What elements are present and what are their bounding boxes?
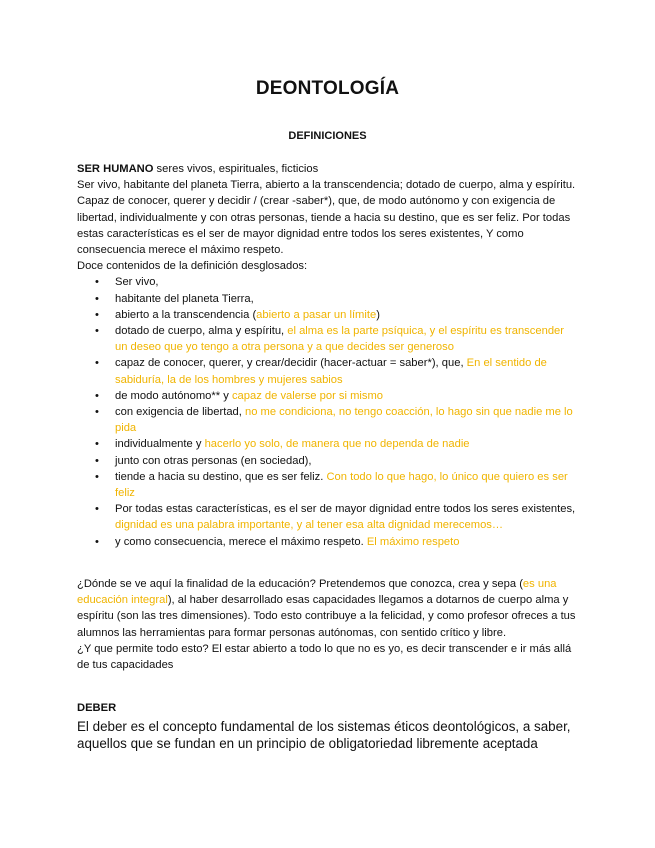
bullet-icon: • (95, 357, 99, 370)
annotation: abierto a pasar un límite (256, 308, 377, 321)
document-subtitle: DEFINICIONES (288, 130, 367, 142)
annotation: es una educación integral (77, 578, 557, 607)
bullet-icon: • (95, 389, 99, 402)
annotation: capaz de valerse por si mismo (231, 389, 384, 402)
bullet-icon: • (95, 406, 99, 419)
bullet-icon: • (95, 276, 99, 289)
annotation: no me condiciona, no tengo coacción, lo hago sin que nadie me lo pida (115, 406, 573, 435)
list-item: • Por todas estas características, es el ser de mayor dignidad entre todos los seres existentes, dignidad es una palabra importante, y al tener esa alta dignidad merecemos… (95, 503, 576, 532)
bullet-icon: • (95, 503, 99, 516)
list-item: • individualmente y hacerlo yo solo, de manera que no dependa de nadie (77, 436, 577, 452)
deber-text: El deber es el concepto fundamental de los sistemas éticos deontológicos, a saber, aquellos que se fundan en un principio de obligatoriedad libremente aceptada (77, 719, 571, 752)
list-item: • capaz de conocer, querer, y crear/decidir (hacer-actuar = saber*), que, En el sentido de sabiduría, la de los hombres y mujeres sabios (95, 357, 547, 386)
bullet-icon: • (95, 535, 99, 548)
list-item: • junto con otras personas (en sociedad), (77, 453, 577, 469)
ser-humano-definition: Ser vivo, habitante del planeta Tierra, abierto a la transcendencia; dotado de cuerpo, alma y espíritu. Capaz de conocer, querer y decidir / (crear -saber*), que, de modo autónomo y con exigencia de libertad, individualmente y con otras personas, tiende a hacia su destino, que es ser feliz. Por todas estas características es el ser de mayor dignidad entre todos los seres existentes, Y como consecuencia merece el máximo respeto. (77, 179, 576, 257)
list-item: • tiende a hacia su destino, que es ser feliz. Con todo lo que hago, lo único que quiero es ser feliz (95, 470, 568, 500)
ser-humano-heading: SER HUMANO (77, 163, 154, 175)
bullet-icon: • (95, 454, 99, 467)
bullet-icon: • (95, 470, 99, 483)
ser-humano-heading-line (77, 161, 577, 177)
finalidad-section (77, 576, 577, 673)
list-item: • dotado de cuerpo, alma y espíritu, el alma es la parte psíquica, y el espíritu es transcender un deseo que yo tengo a otra persona y a que decides ser generoso (95, 325, 564, 354)
definition-list (77, 274, 577, 549)
bullet-icon: • (95, 292, 99, 305)
list-item: • abierto a la transcendencia (abierto a pasar un límite) (77, 307, 577, 323)
list-intro: Doce contenidos de la definición desglosados: (77, 260, 308, 273)
list-item: • habitante del planeta Tierra, (77, 291, 577, 307)
annotation: el alma es la parte psíquica, y el espíritu es transcender un deseo que yo tengo a otra persona y a que decides ser generoso (115, 325, 564, 354)
annotation: hacerlo yo solo, de manera que no dependa de nadie (204, 438, 470, 451)
finalidad-paragraph: ¿Dónde se ve aquí la finalidad de la educación? Pretendemos que conozca, crea y sepa (es una educación integral), al haber desarrollado esas capacidades llegamos a dotarnos de cuerpo alma y espíritu (son las tres dimensiones). Todo esto contribuye a la felicidad, y como profesor ofreces a tus alumnos las herramientas para formar personas autónomas, con sentido crítico y libre. (77, 578, 576, 639)
bullet-icon: • (95, 308, 99, 321)
bullet-icon: • (95, 325, 99, 338)
list-item: • Ser vivo, (77, 274, 577, 290)
list-item: • de modo autónomo** y capaz de valerse por si mismo (77, 388, 577, 404)
list-item: • y como consecuencia, merece el máximo respeto. El máximo respeto (77, 534, 577, 550)
annotation: En el sentido de sabiduría, la de los hombres y mujeres sabios (115, 357, 547, 386)
annotation: dignidad es una palabra importante, y al tener esa alta dignidad merecemos… (115, 519, 504, 532)
list-item: • con exigencia de libertad, no me condiciona, no tengo coacción, lo hago sin que nadie me lo pida (95, 406, 573, 435)
deber-heading: DEBER (77, 702, 117, 714)
annotation: El máximo respeto (366, 535, 460, 548)
finalidad-question: ¿Y que permite todo esto? El estar abierto a todo lo que no es yo, es decir transcender e ir más allá de tus capacidades (77, 642, 572, 672)
document-title: DEONTOLOGÍA (255, 78, 400, 99)
bullet-icon: • (95, 438, 99, 451)
ser-humano-heading-rest: seres vivos, espirituales, ficticios (153, 163, 319, 175)
ser-humano-section (77, 161, 577, 550)
annotation: Con todo lo que hago, lo único que quiero es ser feliz (115, 470, 568, 500)
deber-section (77, 700, 577, 752)
